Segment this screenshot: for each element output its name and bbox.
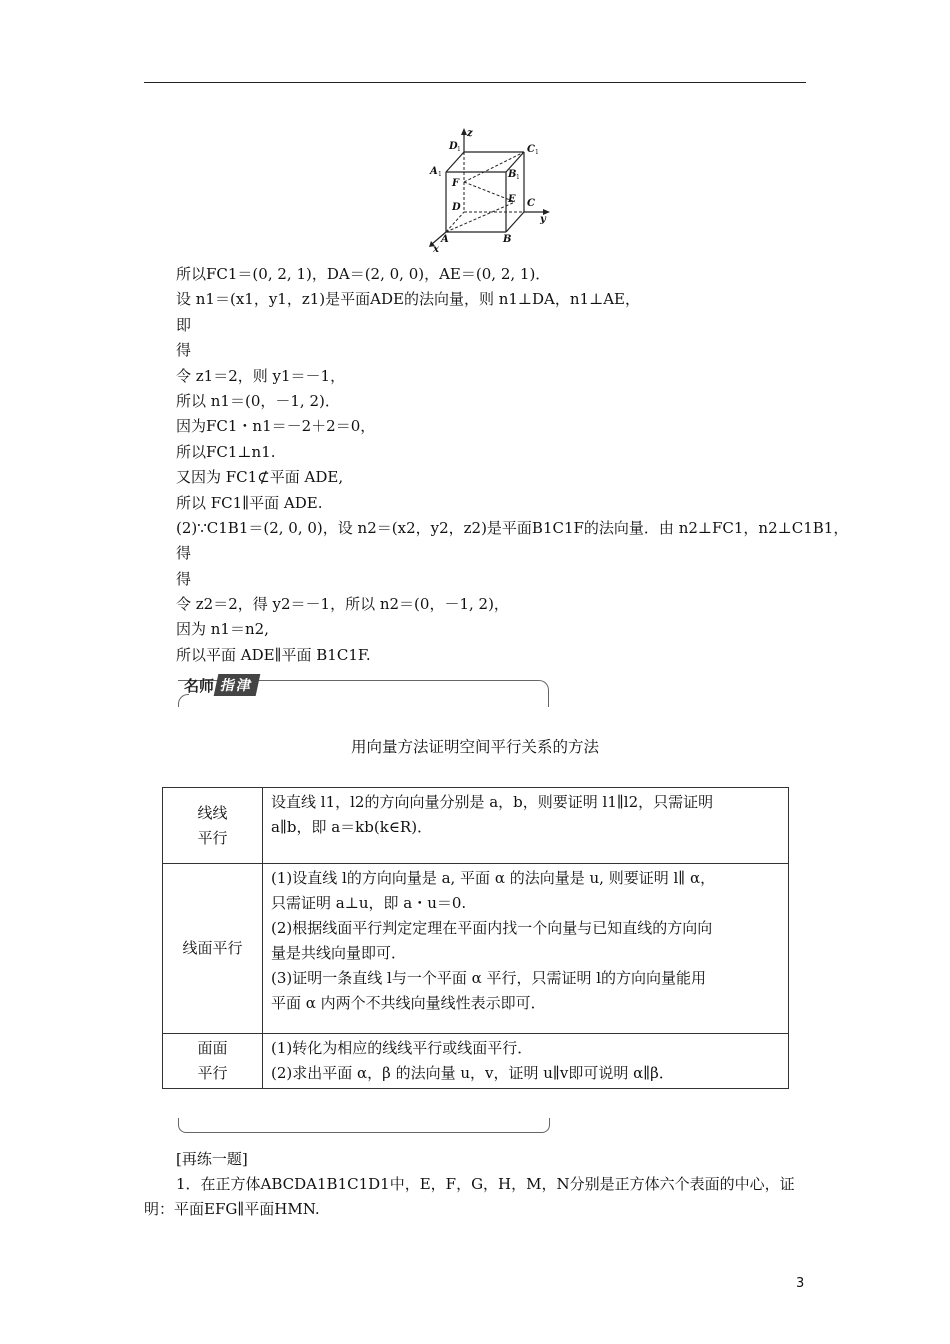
row-label-line: 线面平行: [182, 939, 243, 957]
practice-label: [再练一题]: [176, 1150, 248, 1168]
solution-line: 得: [176, 341, 192, 360]
cube-diagram: [418, 124, 568, 254]
row-content-line: (3)证明一条直线 l与一个平面 α 平行，只需证明 l的方向向量能用: [271, 969, 707, 987]
solution-line: 设 n1＝(x1，y1，z1)是平面ADE的法向量，则 n1⊥DA，n1⊥AE，: [176, 290, 640, 309]
solution-line: 所以 FC1∥平面 ADE.: [176, 493, 323, 512]
row-content-line: (1)转化为相应的线线平行或线面平行．: [271, 1039, 533, 1057]
vertex-b1-label: B: [508, 169, 517, 180]
page-number: 3: [796, 1276, 805, 1291]
vertex-b1-subscript: 1: [516, 174, 520, 181]
banner-tab: [184, 674, 288, 696]
solution-line: 得: [176, 544, 192, 563]
header-rule: [144, 82, 806, 83]
vertex-c-label: C: [527, 198, 535, 209]
table-row: [163, 864, 789, 1034]
section-end-bracket: [178, 1118, 550, 1133]
solution-line: 又因为 FC1⊄平面 ADE,: [176, 468, 344, 487]
row-content: [263, 788, 789, 864]
axis-y-label: y: [540, 214, 546, 225]
row-label-line: 线线: [197, 803, 228, 822]
row-content-line: 平面 α 内两个不共线向量线性表示即可．: [271, 994, 546, 1012]
solution-line: 得: [176, 569, 192, 588]
banner-right-text: 指津: [214, 674, 261, 696]
row-content-line: (1)设直线 l的方向向量是 a, 平面 α 的法向量是 u, 则要证明 l∥ α，: [271, 869, 716, 887]
row-label-line: 平行: [197, 1064, 228, 1082]
row-content-line: a∥b，即 a＝kb(k∈R)．: [271, 818, 433, 836]
vertex-f-label: F: [452, 178, 460, 189]
row-label-line: 平行: [197, 828, 228, 847]
vertex-d-label: D: [452, 202, 461, 213]
row-content-line: 设直线 l1，l2的方向向量分别是 a，b，则要证明 l1∥l2，只需证明: [271, 793, 714, 811]
solution-line: 因为 n1＝n2,: [176, 620, 269, 639]
exercise-text: 1．在正方体ABCDA1B1C1D1中，E，F，G，H，M，N分别是正方体六个表面的中心，证明：平面EFG∥平面HMN.: [144, 1175, 795, 1218]
solution-line: 因为FC1・n1＝－2＋2＝0，: [176, 417, 376, 436]
solution-line: 令 z1＝2，则 y1＝－1，: [176, 366, 346, 385]
vertex-c1-label: C: [527, 144, 535, 155]
solution-line: 所以FC1＝(0, 2, 1)，DA＝(2, 0, 0)，AE＝(0, 2, 1)．: [176, 265, 551, 283]
row-content: [263, 864, 789, 1034]
cube-figure: [418, 124, 568, 254]
solution-line: 令 z2＝2，得 y2＝－1，所以 n2＝(0，－1, 2)，: [176, 595, 509, 614]
vertex-d1-label: D: [449, 141, 458, 152]
vertex-c1-subscript: 1: [535, 149, 539, 156]
axis-z-label: z: [467, 128, 473, 139]
vertex-e-label: E: [508, 194, 516, 205]
solution-line: 所以平面 ADE∥平面 B1C1F.: [176, 645, 371, 664]
banner-left-text: 名师: [184, 676, 215, 695]
row-label: [163, 788, 263, 864]
vertex-d1-subscript: 1: [457, 146, 461, 153]
vertex-a1-subscript: 1: [438, 171, 442, 178]
solution-lines: [176, 262, 849, 668]
table-row: [163, 788, 789, 864]
vertex-b-label: B: [503, 234, 512, 245]
row-label: [163, 1034, 263, 1089]
row-content-line: 只需证明 a⊥u，即 a・u＝0.: [271, 894, 467, 912]
solution-line: 所以FC1⊥n1.: [176, 442, 276, 461]
row-label-line: 面面: [197, 1039, 228, 1057]
axis-x-label: x: [433, 244, 439, 254]
solution-line: 所以 n1＝(0，－1, 2)．: [176, 391, 340, 410]
row-content-line: 量是共线向量即可．: [271, 944, 407, 962]
row-content: [263, 1034, 789, 1089]
row-content-line: (2)根据线面平行判定定理在平面内找一个向量与已知直线的方向向: [271, 919, 713, 937]
section-title: 用向量方法证明空间平行关系的方法: [350, 738, 599, 756]
row-label: [163, 864, 263, 1034]
table-row: [163, 1034, 789, 1089]
vertex-a-label: A: [441, 234, 449, 245]
method-table: [162, 787, 789, 1089]
solution-line: (2)∵C1B1＝(2, 0, 0)，设 n2＝(x2，y2，z2)是平面B1C1F的法向量．由 n2⊥FC1，n2⊥C1B1，: [176, 518, 849, 537]
tips-banner: [178, 674, 550, 708]
solution-line: 即: [176, 315, 192, 334]
vertex-a1-label: A: [430, 166, 438, 177]
row-content-line: (2)求出平面 α，β 的法向量 u，v，证明 u∥v即可说明 α∥β．: [271, 1064, 674, 1082]
